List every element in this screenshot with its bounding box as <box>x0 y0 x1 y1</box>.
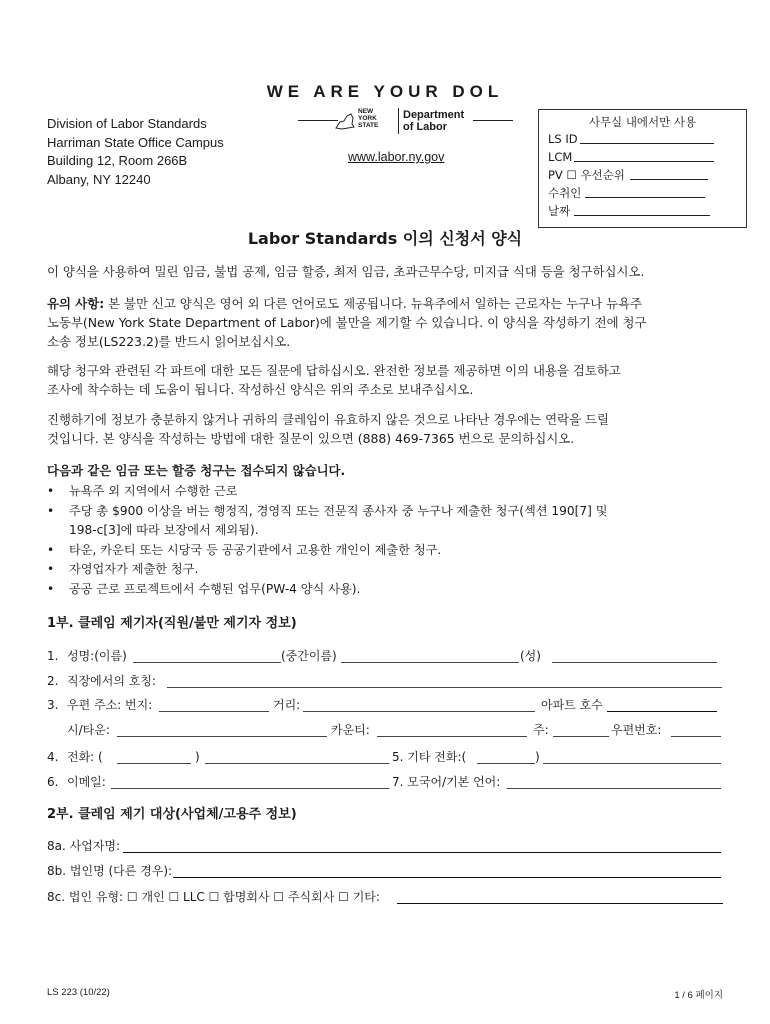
intro-text: 이 양식을 사용하여 밀린 임금, 불법 공제, 임금 할증, 최저 임금, 초과근무수당, 미지급 식대 등을 청구하십시오. <box>47 264 645 279</box>
q3-city-row: 시/타운: 카운티: 주: 우편번호: <box>47 722 737 738</box>
office-use-box <box>538 109 747 228</box>
date-row: 날짜 <box>548 202 746 220</box>
office-use-title: 사무실 내에서만 사용 <box>588 115 697 129</box>
language-field[interactable] <box>507 774 721 789</box>
q8c-entity-type-row: 8c. 법인 유형: ☐ 개인 ☐ LLC ☐ 합명회사 ☐ 주식회사 ☐ 기타: <box>47 889 737 905</box>
q4-phone-row: 4. 전화: ( ) 5. 기타 전화:( ) <box>47 749 737 765</box>
recipient-row: 수취인 <box>548 184 746 202</box>
nys-state-outline-icon <box>334 112 356 132</box>
lcm-field[interactable] <box>574 148 714 162</box>
part1-heading: 1부. 클레임 제기자(직원/불만 제기자 정보) <box>47 616 297 631</box>
street-field[interactable] <box>303 697 535 712</box>
q6-email-row: 6. 이메일: 7. 모국어/기본 언어: <box>47 774 737 790</box>
last-name-field[interactable] <box>552 648 717 663</box>
logo-state-text: NEW YORK STATE <box>358 108 379 129</box>
ls-id-row: LS ID <box>548 130 746 148</box>
phone-area-code-field[interactable] <box>117 749 191 764</box>
phone-number-field[interactable] <box>205 749 389 764</box>
email-field[interactable] <box>111 774 389 789</box>
logo-dept-text: Department of Labor <box>403 109 465 133</box>
answer-instructions: 해당 청구와 관련된 각 파트에 대한 모든 질문에 답하십시오. 완전한 정보를 제공하면 이의 내용을 검토하고 조사에 착수하는 데 도움이 됩니다. 작성하신 양식은 위의 주소로 보내주십시오. <box>47 363 621 397</box>
part2-heading: 2부. 클레임 제기 대상(사업체/고용주 정보) <box>47 807 297 822</box>
website-link[interactable]: www.labor.ny.gov <box>348 150 445 164</box>
job-title-field[interactable] <box>167 673 722 688</box>
list-item: • 뉴욕주 외 지역에서 수행한 근로 <box>47 484 238 498</box>
state-field[interactable] <box>553 722 609 737</box>
q8b-legal-name-row: 8b. 법인명 (다른 경우): <box>47 863 737 879</box>
q3-address-row: 3. 우편 주소: 번지: 거리: 아파트 호수 <box>47 697 737 713</box>
page-number: 1 / 6 페이지 <box>674 990 723 1001</box>
priority-field[interactable] <box>630 166 708 180</box>
exclusions-list <box>47 482 737 599</box>
lcm-row: LCM <box>548 148 746 166</box>
ls-id-field[interactable] <box>580 130 714 144</box>
list-item: • 자영업자가 제출한 청구. <box>47 562 199 576</box>
exclusions-heading: 다음과 같은 임금 또는 할증 청구는 접수되지 않습니다. <box>47 463 346 478</box>
business-name-field[interactable] <box>123 838 721 853</box>
list-item: • 공공 근로 프로젝트에서 수행된 업무(PW-4 양식 사용). <box>47 581 361 596</box>
pv-priority-row: PV ☐ 우선순위 <box>548 166 746 184</box>
apartment-field[interactable] <box>607 697 717 712</box>
legal-name-field[interactable] <box>173 863 721 878</box>
q2-title-row: 2. 직장에서의 호칭: <box>47 673 737 689</box>
middle-name-field[interactable] <box>341 648 519 663</box>
contact-instructions: 진행하기에 정보가 충분하지 않거나 귀하의 클레임이 유효하지 않은 것으로 나타난 경우에는 연락을 드릴 것입니다. 본 양식을 작성하는 방법에 대한 질문이 있으면 (888) 469-7365 번으로 문의하십시오. <box>47 412 609 446</box>
logo-left-rule <box>298 120 338 121</box>
notice-paragraph: 유의 사항: 본 불만 신고 양식은 영어 외 다른 언어로도 제공됩니다. 뉴욕주에서 일하는 근로자는 누구나 뉴욕주 노동부(New York State Department of Labor)에 불만을 제기할 수 있습니다. 이 양식을 작성하기 전에 청구 소송 정보(LS223.2)를 반드시 읽어보십시오. <box>47 296 647 349</box>
q1-name-row: 1. 성명:(이름) (중간이름) (성) <box>47 648 737 664</box>
house-number-field[interactable] <box>159 697 269 712</box>
list-item-continuation: 198-c[3]에 따라 보장에서 제외됨). <box>69 523 259 537</box>
q8a-business-row: 8a. 사업자명: <box>47 838 737 854</box>
first-name-field[interactable] <box>133 648 281 663</box>
nys-dol-logo <box>298 108 518 136</box>
entity-other-field[interactable] <box>397 889 723 904</box>
city-field[interactable] <box>117 722 327 737</box>
office-address: Division of Labor Standards Harriman State Office Campus Building 12, Room 266B Albany, NY 12240 <box>47 116 224 187</box>
list-item: • 타운, 카운티 또는 시당국 등 공공기관에서 고용한 개인이 제출한 청구. <box>47 542 442 557</box>
list-item: • 주당 총 $900 이상을 버는 행정직, 경영직 또는 전문직 종사자 중 누구나 제출한 청구(섹션 190[7] 및 <box>47 503 608 518</box>
logo-divider <box>398 108 399 134</box>
notice-label: 유의 사항: <box>47 296 105 311</box>
zip-field[interactable] <box>671 722 721 737</box>
form-id: LS 223 (10/22) <box>47 987 110 998</box>
form-title: Labor Standards 이의 신청서 양식 <box>247 229 523 248</box>
date-field[interactable] <box>574 202 710 216</box>
logo-right-rule <box>473 120 513 121</box>
county-field[interactable] <box>377 722 527 737</box>
dol-slogan: WE ARE YOUR DOL <box>266 82 504 101</box>
other-phone-number-field[interactable] <box>543 749 721 764</box>
other-phone-area-field[interactable] <box>477 749 535 764</box>
recipient-field[interactable] <box>585 184 705 198</box>
